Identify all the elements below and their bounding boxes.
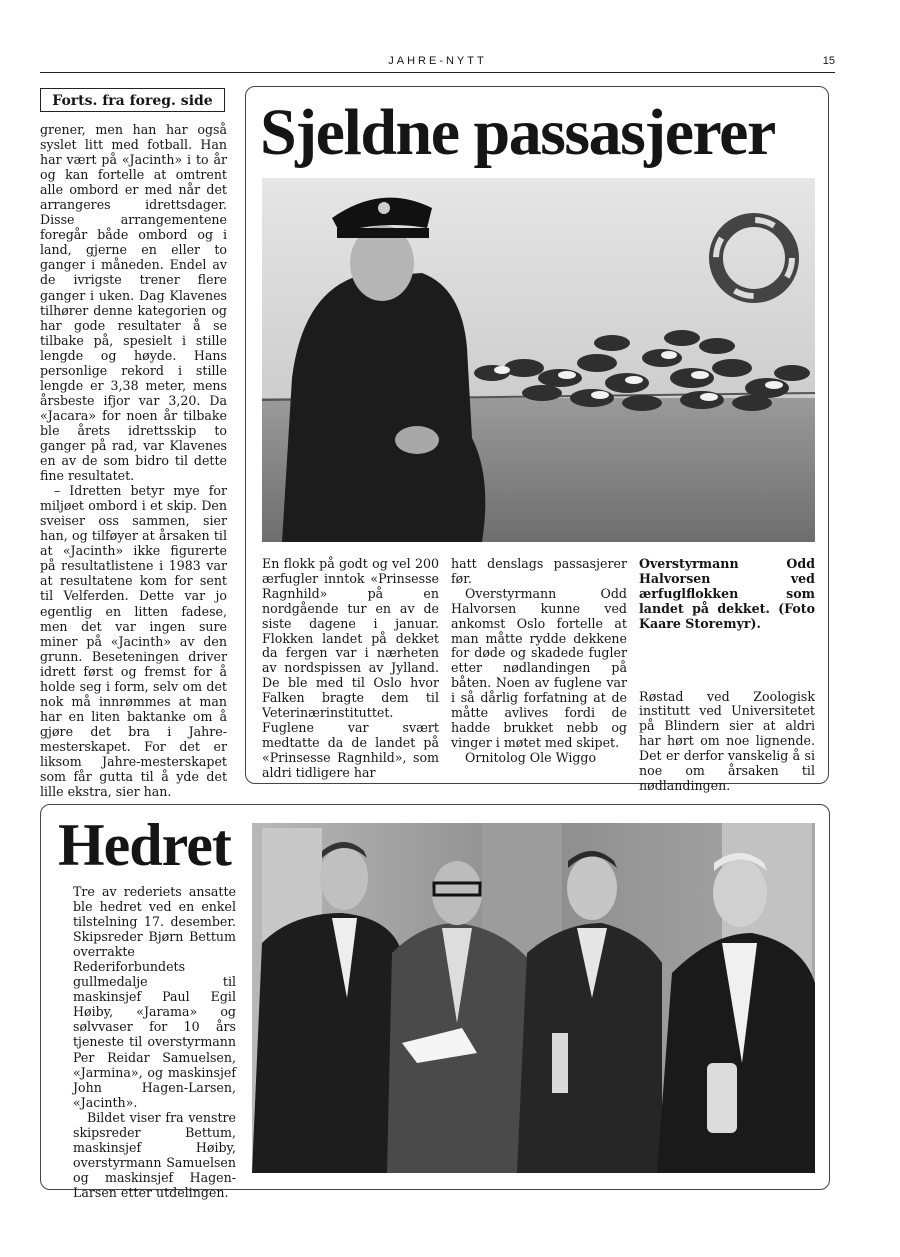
article-birds-column-1 xyxy=(262,557,439,781)
continued-paragraph: – Idretten betyr mye for miljøet ombord i et skip. Den sveiser oss sammen, sier han, og tilføyer at årsaken til at «Jacinth» ikke figurerte på resultatlistene i 1983 var at resultatene kom for sent til Velferden. Dette var jo egentlig en litten fadese, men det var ingen sure miner på «Jacinth» av den grunn. Beseteningen driver idrett først og fremst for å holde seg i form, selv om det nok må innrømmes at man har en liten baktanke om å gjøre det bra i Jahre-mesterskapet. For det er liksom Jahre-mesterskapet som får gutta til å yde det lille ekstra, sier han. xyxy=(40,483,227,800)
article-honoured-column xyxy=(73,884,236,1200)
photo-caption: Overstyrmann Odd Halvorsen ved ærfuglflokken som landet på dekket. (Foto Kaare Storemyr). xyxy=(639,556,815,631)
article-birds-paragraph: Ornitolog Ole Wiggo xyxy=(465,749,597,765)
running-head xyxy=(40,54,835,73)
article-birds-paragraph: En flokk på godt og vel 200 ærfugler inntok «Prinsesse Ragnhild» på en nordgående tur en av de siste dagene i januar. Flokken landet på dekket da fergen var i nærheten av nordspissen av Jylland. De ble med til Oslo hvor Falken bragte dem til Veterinærinstituttet. Fuglene var svært medtatte da de landet på «Prinsesse Ragnhild», som aldri tidligere har xyxy=(262,556,439,780)
article-birds-column-2 xyxy=(451,557,627,766)
article-birds-paragraph: hatt denslags passasjerer før. xyxy=(451,556,627,586)
photo-officer-with-eider-ducks xyxy=(262,178,815,542)
continued-from-label: Forts. fra foreg. side xyxy=(40,88,225,112)
continued-paragraph: grener, men han har også syslet litt med fotball. Han har vært på «Jacinth» i to år og kan fortelle at omtrent alle ombord er med når det arrangeres idrettsdager. Disse arrangementene foregår både ombord og i land, gjerne en eller to ganger i måneden. Endel av de ivrigste trener flere ganger i uken. Dag Klavenes tilhører denne kategorien og har gode resultater å se tilbake på, spesielt i stille lengde og høyde. Hans personlige rekord i stille lengde er 3,38 meter, mens årsbeste ifjor var 3,20. Da «Jacara» for noen år tilbake ble årets idrettsskip to ganger på rad, var Klavenes en av de som bidro til dette fine resultatet. xyxy=(40,122,227,484)
article-birds-paragraph: Røstad ved Zoologisk institutt ved Universitetet på Blindern sier at aldri har hørt om noe lignende. Det er derfor vanskelig å si noe om årsaken til nødlandingen. xyxy=(639,688,815,793)
photo-four-men-award xyxy=(252,823,815,1173)
publication-title: JAHRE-NYTT xyxy=(388,55,487,67)
article-honoured-paragraph: Tre av rederiets ansatte ble hedret ved en enkel tilstelning 17. desember. Skipsreder Bjørn Bettum overrakte Rederiforbundets gullmedalje til maskinsjef Paul Egil Høiby, «Jarama» og sølvvaser for 10 års tjeneste til overstyrmann Per Reidar Samuelsen, «Jarmina», og maskinsjef John Hagen-Larsen, «Jacinth». xyxy=(73,884,236,1110)
photo-officer-with-eider-ducks-image xyxy=(262,178,815,542)
photo-four-men-award-image xyxy=(252,823,815,1173)
continued-article-column xyxy=(40,122,227,799)
article-birds-column-3 xyxy=(639,557,815,794)
headline-honoured: Hedret xyxy=(58,812,231,878)
article-birds-paragraph: Overstyrmann Odd Halvorsen kunne ved ankomst Oslo fortelle at man måtte rydde dekkene for døde og skadede fugler etter nødlandingen på båten. Noen av fuglene var i så dårlig forfatning at de måtte avlives fordi de hadde brukket nebb og vinger i møtet med skipet. xyxy=(451,585,627,750)
page-number: 15 xyxy=(822,55,835,67)
article-honoured-paragraph: Bildet viser fra venstre skipsreder Bettum, maskinsjef Høiby, overstyrmann Samuelsen og maskinsjef Hagen-Larsen etter utdelingen. xyxy=(73,1109,236,1200)
headline-birds: Sjeldne passasjerer xyxy=(260,96,775,169)
